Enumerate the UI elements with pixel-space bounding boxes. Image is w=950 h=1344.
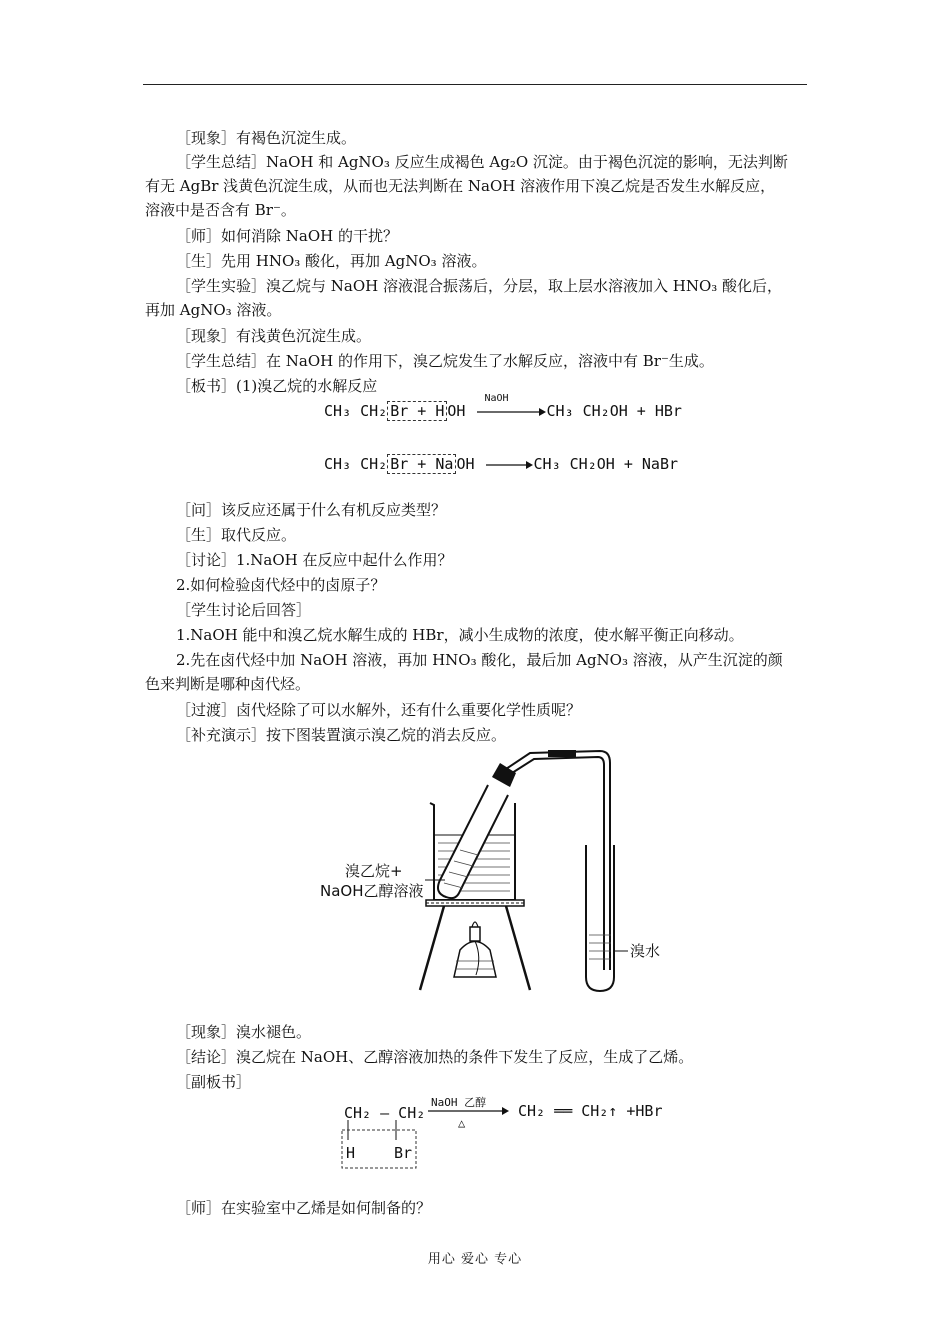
text-line: ［学生总结］NaOH 和 AgNO₃ 反应生成褐色 Ag₂O 沉淀。由于褐色沉淀的影响，无法判断: [176, 153, 788, 171]
text-line: ［学生总结］在 NaOH 的作用下，溴乙烷发生了水解反应，溶液中有 Br⁻生成。: [176, 352, 714, 370]
eq3-condition-top: NaOH 乙醇: [431, 1096, 487, 1109]
eq3-product: CH₂ ══ CH₂↑ +HBr: [518, 1102, 663, 1120]
text-line: ［学生讨论后回答］: [176, 601, 312, 619]
text-line: ［生］取代反应。: [176, 526, 297, 544]
eq3-top: CH₂ — CH₂: [344, 1104, 426, 1122]
eq1-boxed-part: Br + H: [387, 401, 447, 421]
eq2-oh: OH: [456, 455, 475, 473]
text-line: 再加 AgNO₃ 溶液。: [145, 301, 282, 319]
text-line: ［补充演示］按下图装置演示溴乙烷的消去反应。: [176, 726, 507, 744]
eq3-condition-heat: △: [458, 1116, 466, 1130]
text-line: ［板书］(1)溴乙烷的水解反应: [176, 377, 378, 395]
eq3-br: Br: [394, 1144, 413, 1162]
equation-hydrolysis-1: [324, 392, 682, 420]
text-line: 1.NaOH 能中和溴乙烷水解生成的 HBr，减小生成物的浓度，使水解平衡正向移动。: [176, 626, 744, 644]
eq1-reactant: CH₃ CH₂: [324, 402, 388, 420]
eq3-h: H: [346, 1144, 356, 1162]
text-line: ［师］如何消除 NaOH 的干扰？: [176, 227, 398, 245]
text-line: ［生］先用 HNO₃ 酸化，再加 AgNO₃ 溶液。: [176, 252, 487, 270]
text-line: 色来判断是哪种卤代烃。: [145, 675, 311, 693]
eq2-product: CH₃ CH₂OH + NaBr: [533, 455, 679, 473]
text-line: ［师］在实验室中乙烯是如何制备的？: [176, 1199, 432, 1217]
eq2-boxed-part: Br + Na: [387, 454, 456, 474]
eq1-condition: NaOH: [484, 392, 509, 404]
eq3-arrow: [426, 1106, 510, 1116]
label-solution: NaOH乙醇溶液: [320, 882, 424, 900]
eq1-arrow: [475, 392, 547, 419]
text-line: 有无 AgBr 浅黄色沉淀生成，从而也无法判断在 NaOH 溶液作用下溴乙烷是否发生水解反应，: [145, 177, 776, 195]
eq2-reactant: CH₃ CH₂: [324, 455, 388, 473]
eq2-arrow: [484, 458, 534, 472]
equation-hydrolysis-2: [324, 455, 678, 473]
text-line: ［现象］有浅黄色沉淀生成。: [176, 327, 372, 345]
page-footer: 用心 爱心 专心: [427, 1252, 523, 1267]
eq1-oh: OH: [447, 402, 466, 420]
label-reactant: 溴乙烷+: [345, 862, 403, 880]
text-line: ［过渡］卤代烃除了可以水解外，还有什么重要化学性质呢？: [176, 701, 582, 719]
text-line: ［结论］溴乙烷在 NaOH、乙醇溶液加热的条件下发生了反应，生成了乙烯。: [176, 1048, 694, 1066]
header-rule: [143, 84, 807, 85]
text-line: ［现象］有褐色沉淀生成。: [176, 129, 357, 147]
text-line: ［副板书］: [176, 1073, 252, 1091]
text-line: ［问］该反应还属于什么有机反应类型？: [176, 501, 447, 519]
text-line: 2.先在卤代烃中加 NaOH 溶液，再加 HNO₃ 酸化，最后加 AgNO₃ 溶液，从产生沉淀的颜: [176, 651, 783, 669]
text-line: ［学生实验］溴乙烷与 NaOH 溶液混合振荡后，分层，取上层水溶液加入 HNO₃ 酸化后，: [176, 277, 783, 295]
text-line: 溶液中是否含有 Br⁻。: [145, 201, 296, 219]
eq1-product: CH₃ CH₂OH + HBr: [546, 402, 682, 420]
text-line: ［现象］溴水褪色。: [176, 1023, 312, 1041]
text-line: ［讨论］1.NaOH 在反应中起什么作用？: [176, 551, 453, 569]
text-line: 2.如何检验卤代烃中的卤原子？: [176, 576, 386, 594]
label-bromine-water: 溴水: [630, 942, 661, 960]
